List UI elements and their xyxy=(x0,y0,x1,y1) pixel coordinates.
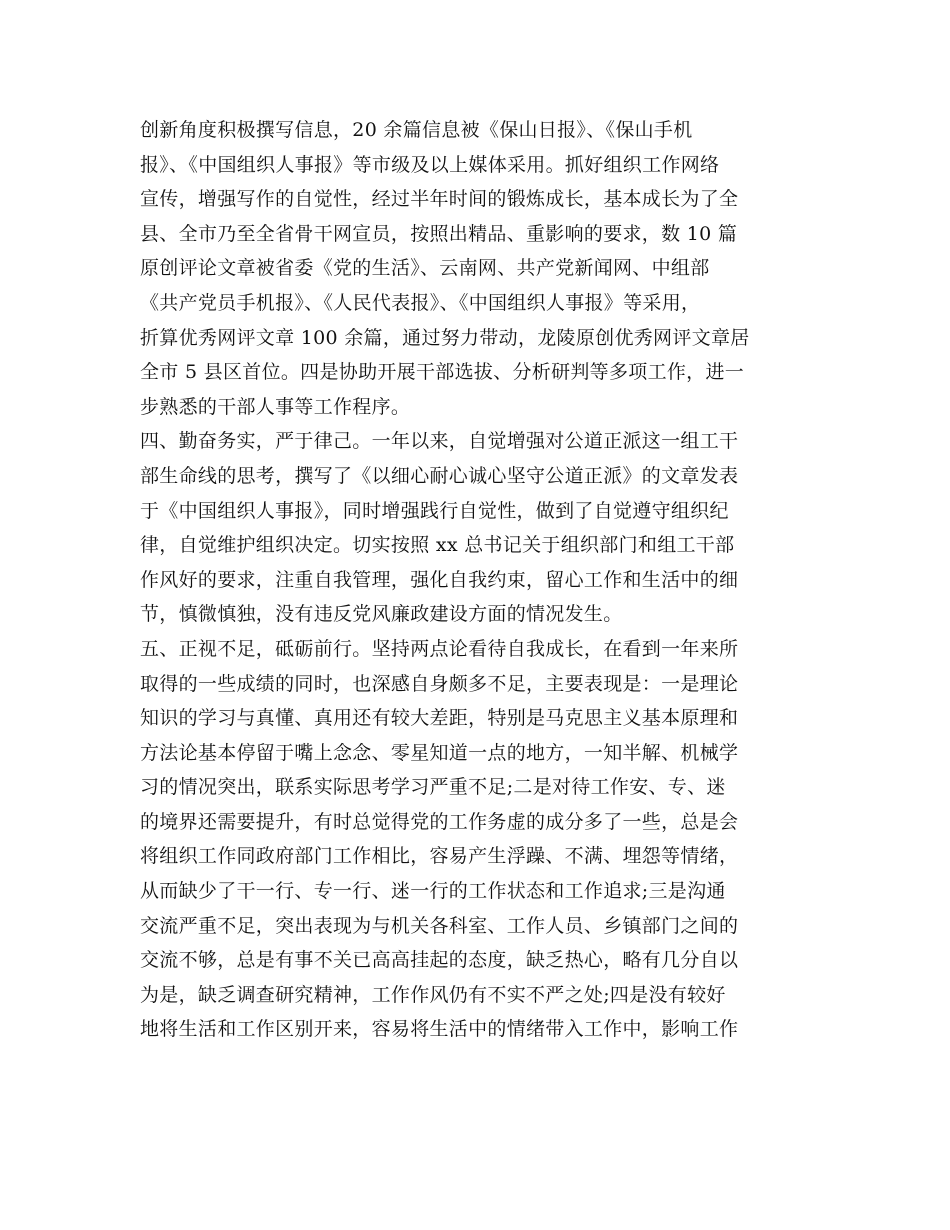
text-line: 地将生活和工作区别开来，容易将生活中的情绪带入工作中，影响工作 xyxy=(140,1018,739,1041)
text-line: 将组织工作同政府部门工作相比，容易产生浮躁、不满、埋怨等情绪， xyxy=(140,845,739,868)
document-body xyxy=(140,113,820,1047)
text-line: 于《中国组织人事报》，同时增强践行自觉性，做到了自觉遵守组织纪 xyxy=(140,499,729,522)
text-line: 部生命线的思考，撰写了《以细心耐心诚心坚守公道正派》的文章发表 xyxy=(140,464,739,487)
text-line: 原创评论文章被省委《党的生活》、云南网、共产党新闻网、中组部 xyxy=(140,257,710,280)
text-line: 报》、《中国组织人事报》等市级及以上媒体采用。抓好组织工作网络 xyxy=(140,153,720,176)
text-line: 节，慎微慎独，没有违反党风廉政建设方面的情况发生。 xyxy=(140,603,623,626)
text-line: 四、勤奋务实，严于律己。一年以来，自觉增强对公道正派这一组工干 xyxy=(140,430,739,453)
text-line: 步熟悉的干部人事等工作程序。 xyxy=(140,395,411,418)
text-line: 取得的一些成绩的同时，也深感自身颇多不足，主要表现是：一是理论 xyxy=(140,672,739,695)
text-line: 的境界还需要提升，有时总觉得党的工作务虚的成分多了一些，总是会 xyxy=(140,810,739,833)
text-line: 方法论基本停留于嘴上念念、零星知道一点的地方，一知半解、机械学 xyxy=(140,741,739,764)
text-line: 交流不够，总是有事不关已高高挂起的态度，缺乏热心，略有几分自以 xyxy=(140,949,739,972)
text-line: 作风好的要求，注重自我管理，强化自我约束，留心工作和生活中的细 xyxy=(140,568,739,591)
text-line: 律，自觉维护组织决定。切实按照 xx 总书记关于组织部门和组工干部 xyxy=(140,534,735,557)
text-line: 创新角度积极撰写信息，20 余篇信息被《保山日报》、《保山手机 xyxy=(140,119,693,141)
text-line: 知识的学习与真懂、真用还有较大差距，特别是马克思主义基本原理和 xyxy=(140,707,739,730)
text-line: 《共产党员手机报》、《人民代表报》、《中国组织人事报》等采用， xyxy=(140,291,701,314)
text-line: 为是，缺乏调查研究精神，工作作风仍有不实不严之处;四是没有较好 xyxy=(140,983,726,1006)
text-line: 五、正视不足，砥砺前行。坚持两点论看待自我成长，在看到一年来所 xyxy=(140,637,739,660)
text-line: 全市 5 县区首位。四是协助开展干部选拔、分析研判等多项工作，进一 xyxy=(140,361,745,384)
text-line: 县、全市乃至全省骨干网宣员，按照出精品、重影响的要求，数 10 篇 xyxy=(140,222,738,245)
text-line: 折算优秀网评文章 100 余篇，通过努力带动，龙陵原创优秀网评文章居 xyxy=(140,326,750,349)
text-line: 习的情况突出，联系实际思考学习严重不足;二是对待工作安、专、迷 xyxy=(140,776,726,799)
text-line: 交流严重不足，突出表现为与机关各科室、工作人员、乡镇部门之间的 xyxy=(140,914,739,937)
text-line: 从而缺少了干一行、专一行、迷一行的工作状态和工作追求;三是沟通 xyxy=(140,880,726,903)
text-line: 宣传，增强写作的自觉性，经过半年时间的锻炼成长，基本成长为了全 xyxy=(140,188,739,211)
